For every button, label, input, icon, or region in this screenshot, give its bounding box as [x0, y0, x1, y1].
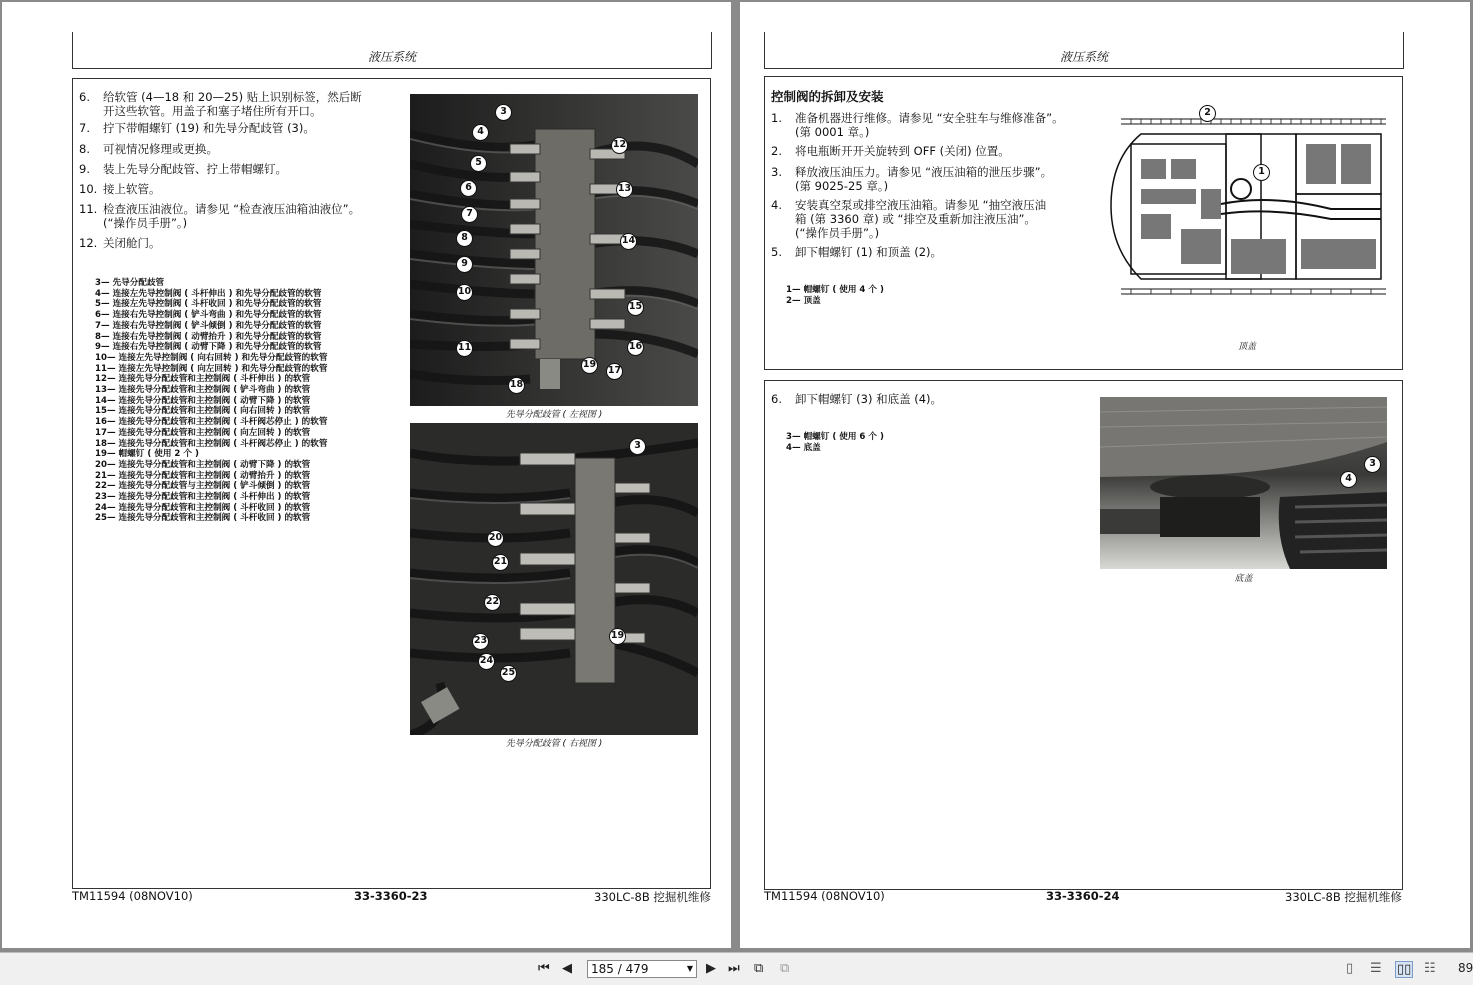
photo-right-view	[410, 423, 698, 735]
legend	[95, 278, 327, 524]
callout-number: 12	[611, 137, 628, 154]
section-bottom-frame	[764, 380, 1403, 890]
callout-number: 15	[627, 299, 644, 316]
bottom-cover-caption: 底盖	[1234, 574, 1253, 584]
callout-number: 11	[456, 340, 473, 357]
callout-number: 16	[627, 339, 644, 356]
legend-item: 21— 连接先导分配歧管和主控制阀 ( 动臂抬升 ) 的软管	[95, 470, 311, 481]
step-text: 卸下帽螺钉 (3) 和底盖 (4)。	[795, 392, 943, 406]
legend-item: 12— 连接先导分配歧管和主控制阀 ( 斗杆伸出 ) 的软管	[95, 374, 311, 385]
section-top-frame	[764, 76, 1403, 370]
two-page-continuous-icon[interactable]: ☷	[1424, 961, 1436, 976]
callout-number: 25	[500, 665, 517, 682]
callout-number: 18	[508, 377, 525, 394]
callout-number: 5	[470, 155, 487, 172]
step-text: 安装真空泵或排空液压油箱。请参见 “抽空液压油 箱 (第 3360 章) 或 “排空及重新加注液压油”。 (“操作员手册”。)	[795, 198, 1047, 240]
callout-number: 23	[472, 633, 489, 650]
photo-right-caption: 先导分配歧管 ( 右视图 )	[505, 739, 603, 749]
footer-page-number: 33-3360-23	[354, 889, 428, 903]
step-number: 11.	[79, 202, 98, 216]
step-number: 1.	[771, 111, 782, 125]
callout-number: 19	[609, 628, 626, 645]
step-text: 将电瓶断开开关旋转到 OFF (关闭) 位置。	[795, 144, 1010, 158]
photo-left-view	[410, 94, 698, 406]
manifold-right-image	[410, 423, 698, 735]
callout-number: 4	[472, 124, 489, 141]
footer-title: 330LC-8B 挖掘机维修	[1285, 890, 1402, 904]
callout-number: 7	[461, 206, 478, 223]
callout-number: 2	[1199, 105, 1216, 122]
viewer-toolbar	[0, 952, 1473, 985]
single-page-view-icon[interactable]: ▯	[1346, 961, 1354, 976]
callout-number: 6	[460, 180, 477, 197]
last-page-button[interactable]: ⏭	[728, 961, 740, 976]
two-page-view-icon[interactable]: ▯▯	[1397, 962, 1412, 977]
header-title: 液压系统	[1059, 50, 1108, 64]
legend-item: 3— 先导分配歧管	[95, 278, 165, 288]
step-text: 关闭舱门。	[103, 236, 161, 250]
page-indicator: 185 / 479	[591, 962, 649, 976]
legend-item: 1— 帽螺钉 ( 使用 4 个 )	[786, 285, 884, 295]
page-header	[764, 32, 1404, 69]
callout-number: 21	[492, 554, 509, 571]
legend-top	[786, 285, 884, 306]
step-number: 5.	[771, 245, 782, 259]
legend-item: 6— 连接右先导控制阀 ( 铲斗弯曲 ) 和先导分配歧管的软管	[95, 310, 322, 321]
step-text: 给软管 (4—18 和 20—25) 贴上识别标签，然后断 开这些软管。用盖子和塞子堵住所有开口。	[103, 90, 362, 118]
top-view-caption: 顶盖	[1237, 342, 1256, 352]
copy-page-icon[interactable]: ⧉	[780, 961, 790, 976]
step-text: 接上软管。	[103, 182, 161, 196]
callout-number: 24	[478, 653, 495, 670]
step-text: 拧下带帽螺钉 (19) 和先导分配歧管 (3)。	[103, 121, 315, 135]
step-text: 释放液压油压力。请参见 “液压油箱的泄压步骤”。 (第 9025-25 章。)	[795, 165, 1053, 193]
legend-item: 24— 连接先导分配歧管和主控制阀 ( 斗杆收回 ) 的软管	[95, 502, 311, 513]
callout-number: 3	[495, 104, 512, 121]
legend-item: 18— 连接先导分配歧管和主控制阀 ( 斗杆阀芯停止 ) 的软管	[95, 438, 328, 449]
callout-number: 22	[484, 594, 501, 611]
export-page-icon[interactable]: ⧉	[754, 961, 764, 976]
legend-item: 5— 连接左先导控制阀 ( 斗杆收回 ) 和先导分配歧管的软管	[95, 299, 322, 310]
step-text: 准备机器进行维修。请参见 “安全驻车与维修准备”。 (第 0001 章。)	[795, 111, 1064, 139]
legend-item: 15— 连接先导分配歧管和主控制阀 ( 向右回转 ) 的软管	[95, 406, 311, 417]
callout-number: 8	[456, 230, 473, 247]
legend-item: 13— 连接先导分配歧管和主控制阀 ( 铲斗弯曲 ) 的软管	[95, 385, 311, 396]
callout-number: 17	[606, 363, 623, 380]
step-number: 7.	[79, 121, 90, 135]
legend-item: 23— 连接先导分配歧管和主控制阀 ( 斗杆伸出 ) 的软管	[95, 492, 311, 503]
legend-item: 9— 连接右先导控制阀 ( 动臂下降 ) 和先导分配歧管的软管	[95, 342, 322, 353]
page-header	[72, 32, 712, 69]
legend-item: 16— 连接先导分配歧管和主控制阀 ( 斗杆阀芯停止 ) 的软管	[95, 417, 328, 428]
right-page	[740, 2, 1470, 948]
section-title: 控制阀的拆卸及安装	[771, 89, 884, 104]
zoom-level[interactable]: 89	[1458, 961, 1473, 975]
legend-item: 22— 连接先导分配歧管与主控制阀 ( 铲斗倾倒 ) 的软管	[95, 481, 311, 492]
step-number: 8.	[79, 142, 90, 156]
legend-item: 4— 连接左先导控制阀 ( 斗杆伸出 ) 和先导分配歧管的软管	[95, 288, 322, 299]
manifold-left-image	[410, 94, 698, 406]
step-text: 装上先导分配歧管、拧上带帽螺钉。	[103, 162, 287, 176]
machine-top-drawing	[1101, 99, 1393, 299]
legend-item: 17— 连接先导分配歧管和主控制阀 ( 向左回转 ) 的软管	[95, 427, 311, 438]
legend-item: 19— 帽螺钉 ( 使用 2 个 )	[95, 449, 199, 460]
callout-number: 4	[1340, 471, 1357, 488]
footer-doc-id: TM11594 (08NOV10)	[764, 889, 885, 903]
step-number: 2.	[771, 144, 782, 158]
legend-item: 11— 连接左先导控制阀 ( 向左回转 ) 和先导分配歧管的软管	[95, 363, 328, 374]
footer-title: 330LC-8B 挖掘机维修	[594, 890, 711, 904]
continuous-view-icon[interactable]: ☰	[1370, 961, 1382, 976]
callout-number: 1	[1253, 164, 1270, 181]
callout-number: 14	[620, 233, 637, 250]
top-view-diagram	[1101, 99, 1393, 299]
legend-item: 14— 连接先导分配歧管和主控制阀 ( 动臂下降 ) 的软管	[95, 395, 311, 406]
step-number: 12.	[79, 236, 98, 250]
next-page-button[interactable]: ▶	[706, 961, 716, 976]
legend-item: 4— 底盖	[786, 442, 821, 453]
footer-page-number: 33-3360-24	[1046, 889, 1120, 903]
legend-item: 20— 连接先导分配歧管和主控制阀 ( 动臂下降 ) 的软管	[95, 459, 311, 470]
step-number: 9.	[79, 162, 90, 176]
legend-item: 3— 帽螺钉 ( 使用 6 个 )	[786, 432, 884, 442]
step-text: 可视情况修理或更换。	[103, 142, 218, 156]
header-title: 液压系统	[367, 50, 416, 64]
step-number: 4.	[771, 198, 782, 212]
step-text: 检查液压油液位。请参见 “检查液压油箱油液位”。 (“操作员手册”。)	[103, 202, 361, 230]
callout-number: 10	[456, 284, 473, 301]
prev-page-button[interactable]: ◀	[562, 961, 572, 976]
content-frame	[72, 78, 711, 889]
footer-doc-id: TM11594 (08NOV10)	[72, 889, 193, 903]
callout-number: 9	[456, 256, 473, 273]
callout-number: 19	[581, 357, 598, 374]
legend-item: 10— 连接左先导控制阀 ( 向右回转 ) 和先导分配歧管的软管	[95, 352, 328, 363]
step-number: 6.	[79, 90, 90, 104]
legend-bottom	[786, 432, 884, 453]
page-selector[interactable]	[587, 960, 697, 978]
legend-item: 8— 连接右先导控制阀 ( 动臂抬升 ) 和先导分配歧管的软管	[95, 331, 322, 342]
legend-item: 2— 顶盖	[786, 295, 821, 306]
callout-number: 13	[616, 181, 633, 198]
callout-number: 3	[629, 438, 646, 455]
step-number: 3.	[771, 165, 782, 179]
step-number: 10.	[79, 182, 98, 196]
legend-item: 7— 连接右先导控制阀 ( 铲斗倾倒 ) 和先导分配歧管的软管	[95, 320, 322, 331]
photo-left-caption: 先导分配歧管 ( 左视图 )	[505, 410, 603, 420]
chevron-down-icon: ▼	[686, 964, 693, 973]
legend-item: 25— 连接先导分配歧管和主控制阀 ( 斗杆收回 ) 的软管	[95, 513, 311, 524]
callout-number: 3	[1364, 456, 1381, 473]
first-page-button[interactable]: ⏮	[538, 961, 550, 976]
callout-number: 20	[487, 530, 504, 547]
step-text: 卸下帽螺钉 (1) 和顶盖 (2)。	[795, 245, 943, 259]
step-number: 6.	[771, 392, 782, 406]
